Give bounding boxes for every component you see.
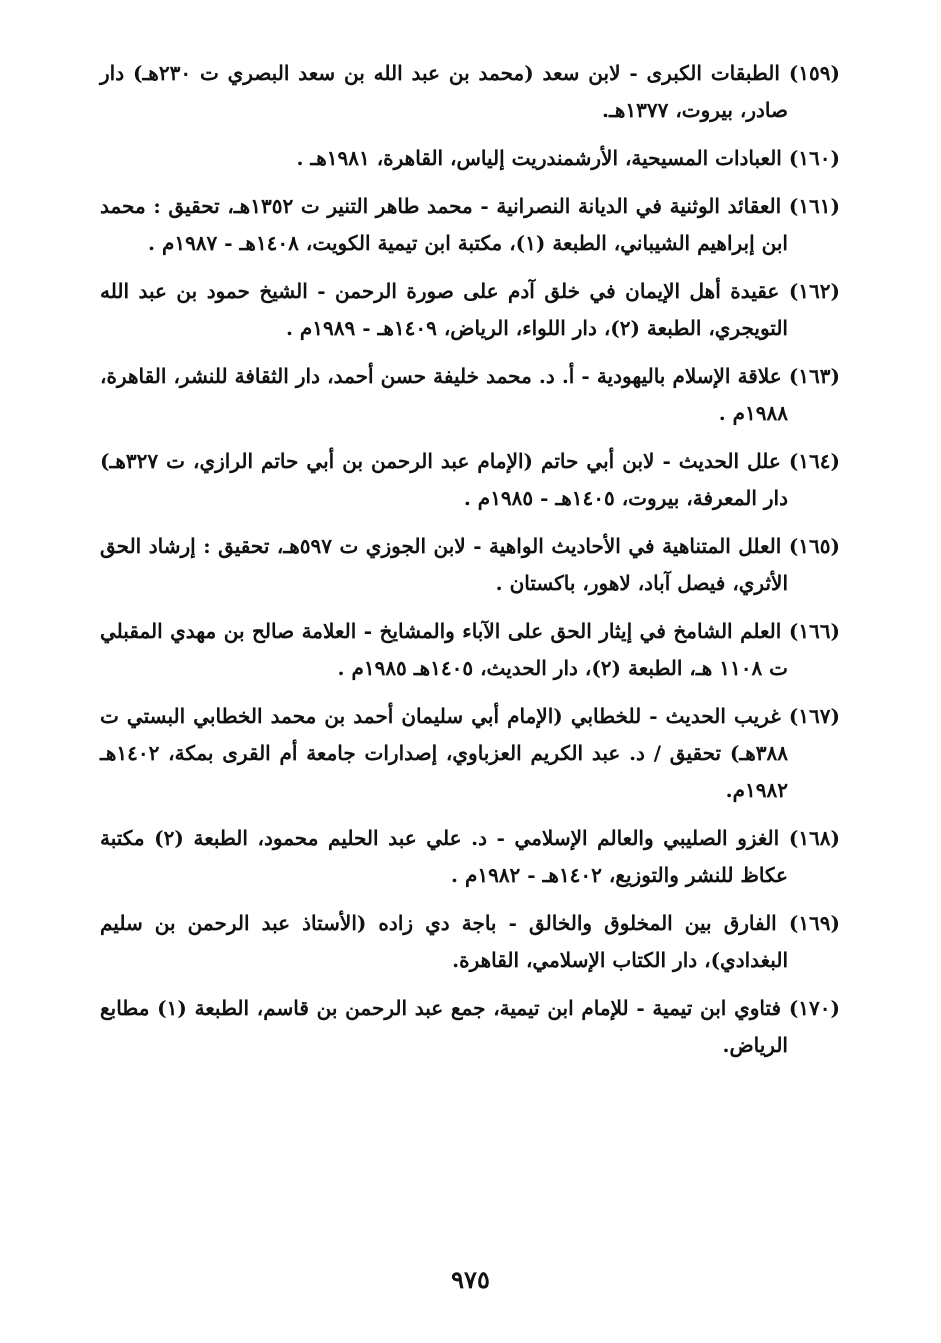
entry-number: (١٦٤) <box>788 449 840 473</box>
entry-number: (١٦٨) <box>788 826 841 850</box>
bibliography-entry-169 <box>100 905 840 979</box>
entry-text: الطبقات الكبرى - لابن سعد (محمد بن عبد الله بن سعد البصري ت ٢٣٠هـ) دار صادر، بيروت، ١٣٧٧هـ. <box>100 61 788 122</box>
bibliography-entry-170 <box>100 990 840 1064</box>
entry-text: العقائد الوثنية في الديانة النصرانية - محمد طاهر التنير ت ١٣٥٢هـ، تحقيق : محمد ابن إبراهيم الشيباني، الطبعة (١)، مكتبة ابن تيمية الكويت، ١٤٠٨هـ - ١٩٨٧م . <box>100 194 788 255</box>
entry-text: غريب الحديث - للخطابي (الإمام أبي سليمان أحمد بن محمد الخطابي البستي ت ٣٨٨هـ) تحقيق / د. عبد الكريم العزباوي، إصدارات جامعة أم القرى بمكة، ١٤٠٢هـ ١٩٨٢م. <box>100 704 788 802</box>
entry-number: (١٦٢) <box>788 279 840 303</box>
entry-number: (١٦٣) <box>788 364 840 388</box>
bibliography-entry-165 <box>100 528 840 602</box>
entry-text: العلل المتناهية في الأحاديث الواهية - لابن الجوزي ت ٥٩٧هـ، تحقيق : إرشاد الحق الأثري، فيصل آباد، لاهور، باكستان . <box>100 534 788 595</box>
bibliography-entry-168 <box>100 820 840 894</box>
bibliography-entry-159 <box>100 55 840 129</box>
entry-text: علل الحديث - لابن أبي حاتم (الإمام عبد الرحمن بن أبي حاتم الرازي، ت ٣٢٧هـ) دار المعرفة، بيروت، ١٤٠٥هـ - ١٩٨٥م . <box>100 449 788 510</box>
entry-text: فتاوي ابن تيمية - للإمام ابن تيمية، جمع عبد الرحمن بن قاسم، الطبعة (١) مطابع الرياض. <box>100 996 788 1057</box>
entry-number: (١٦٥) <box>788 534 840 558</box>
entry-text: الغزو الصليبي والعالم الإسلامي - د. علي عبد الحليم محمود، الطبعة (٢) مكتبة عكاظ للنشر والتوزيع، ١٤٠٢هـ - ١٩٨٢م . <box>100 826 788 887</box>
entry-text: العبادات المسيحية، الأرشمندريت إلياس، القاهرة، ١٩٨١هـ . <box>296 146 782 170</box>
bibliography-entry-164 <box>100 443 840 517</box>
bibliography-list <box>100 55 840 1075</box>
bibliography-entry-162 <box>100 273 840 347</box>
bibliography-entry-167 <box>100 698 840 809</box>
bibliography-entry-160 <box>100 140 840 177</box>
entry-number: (١٦٧) <box>788 704 840 728</box>
entry-text: الفارق بين المخلوق والخالق - باجة دي زاده (الأستاذ عبد الرحمن بن سليم البغدادي)، دار الكتاب الإسلامي، القاهرة. <box>100 911 788 972</box>
entry-text: عقيدة أهل الإيمان في خلق آدم على صورة الرحمن - الشيخ حمود بن عبد الله التويجري، الطبعة (٢)، دار اللواء، الرياض، ١٤٠٩هـ - ١٩٨٩م . <box>100 279 788 340</box>
bibliography-entry-166 <box>100 613 840 687</box>
bibliography-entry-161 <box>100 188 840 262</box>
entry-number: (١٦٠) <box>788 146 840 170</box>
entry-number: (١٦١) <box>788 194 841 218</box>
bibliography-entry-163 <box>100 358 840 432</box>
entry-text: العلم الشامخ في إيثار الحق على الآباء والمشايخ - العلامة صالح بن مهدي المقبلي ت ١١٠٨ هـ، الطبعة (٢)، دار الحديث، ١٤٠٥هـ ١٩٨٥م . <box>100 619 788 680</box>
entry-number: (١٥٩) <box>788 61 840 85</box>
entry-number: (١٦٩) <box>788 911 841 935</box>
page-number: ٩٧٥ <box>451 1265 490 1294</box>
entry-text: علاقة الإسلام باليهودية - أ. د. محمد خليفة حسن أحمد، دار الثقافة للنشر، القاهرة، ١٩٨٨م . <box>100 364 788 425</box>
entry-number: (١٦٦) <box>788 619 841 643</box>
entry-number: (١٧٠) <box>788 996 840 1020</box>
